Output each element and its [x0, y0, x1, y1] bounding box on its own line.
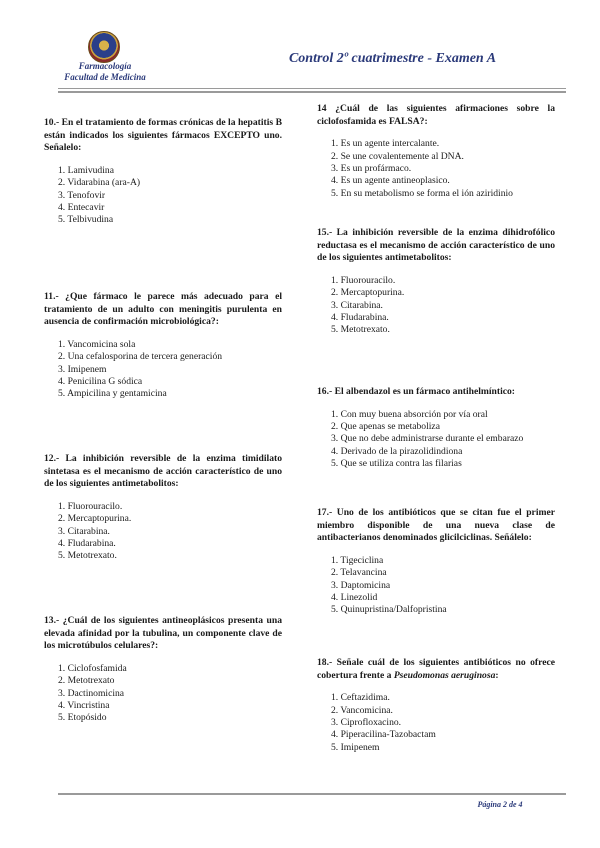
question-13: [44, 615, 282, 725]
header-divider: [58, 88, 566, 89]
options-list: [58, 165, 282, 227]
option[interactable]: 1. Ceftazidima.: [331, 692, 390, 704]
option[interactable]: 5. Imipenem: [331, 741, 380, 753]
question-16: [317, 386, 555, 471]
option[interactable]: 4. Entecavir: [58, 202, 105, 213]
option[interactable]: 3. Imipenem: [58, 363, 107, 375]
option[interactable]: 1. Fluorouracilo.: [58, 500, 123, 512]
option[interactable]: 2. Se une covalentemente al DNA.: [331, 150, 464, 162]
options-list: [58, 339, 282, 401]
option[interactable]: 4. Piperacilina-Tazobactam: [331, 729, 436, 741]
question-text: [317, 657, 555, 682]
option[interactable]: 2. Mercaptopurina.: [58, 513, 132, 525]
question-text: 11.- ¿Que fármaco le parece más adecuado para el tratamiento de un adulto con meningitis purulenta en ausencia de confirmación microbiológica?:: [44, 291, 282, 328]
option[interactable]: 1. Ciclofosfamida: [58, 662, 127, 674]
option[interactable]: 4. Linezolid: [331, 592, 378, 603]
department-label: [55, 61, 155, 83]
options-list: [331, 692, 555, 754]
option[interactable]: 5. Telbivudina: [58, 214, 114, 226]
option[interactable]: 2. Que apenas se metaboliza: [331, 421, 440, 432]
question-11: [44, 291, 282, 401]
option[interactable]: 4. Penicilina G sódica: [58, 376, 143, 387]
option[interactable]: 1. Lamivudina: [58, 164, 114, 176]
question-text: 14 ¿Cuál de las siguientes afirmaciones sobre la ciclofosfamida es FALSA?:: [317, 103, 555, 127]
option[interactable]: 3. Tenofovir: [58, 189, 106, 201]
question-18: [317, 657, 555, 754]
footer-divider: [58, 793, 566, 795]
options-list: [331, 409, 555, 471]
option[interactable]: 3. Citarabina.: [58, 525, 110, 537]
options-list: [331, 275, 555, 337]
option[interactable]: 4. Fludarabina.: [58, 538, 116, 549]
option[interactable]: 1. Con muy buena absorción por vía oral: [331, 408, 488, 420]
option[interactable]: 1. Fluorouracilo.: [331, 274, 396, 286]
option[interactable]: 5. Etopósido: [58, 712, 107, 724]
question-text: 12.- La inhibición reversible de la enzima timidilato sintetasa es el mecanismo de acción característico de uno de los siguientes antimetabolitos:: [44, 453, 282, 490]
department-name: Farmacología: [78, 61, 132, 71]
option[interactable]: 4. Fludarabina.: [331, 312, 389, 323]
option[interactable]: 3. Ciprofloxacino.: [331, 717, 402, 728]
option[interactable]: 1. Es un agente intercalante.: [331, 138, 440, 150]
option[interactable]: 5. Ampicilina y gentamicina: [58, 388, 167, 400]
option[interactable]: 5. Quinupristina/Dalfopristina: [331, 604, 447, 616]
option[interactable]: 2. Vidarabina (ara-A): [58, 177, 141, 189]
option[interactable]: 3. Daptomicina: [331, 579, 391, 591]
question-text-species: Pseudomonas aeruginosa: [393, 669, 496, 681]
option[interactable]: 5. Metotrexato.: [58, 550, 117, 562]
option[interactable]: 4. Vincristina: [58, 700, 110, 711]
header-divider-thick: [58, 91, 566, 93]
option[interactable]: 2. Vancomicina.: [331, 704, 393, 716]
question-14: [317, 103, 555, 200]
option[interactable]: 5. Que se utiliza contra las filarias: [331, 458, 462, 470]
option[interactable]: 2. Telavancina: [331, 567, 387, 579]
question-text: 10.- En el tratamiento de formas crónicas de la hepatitis B están indicados los siguientes fármacos EXCEPTO uno. Señalelo:: [44, 117, 282, 154]
option[interactable]: 3. Es un profármaco.: [331, 163, 412, 174]
question-text: 15.- La inhibición reversible de la enzima dihidrofólico reductasa es el mecanismo de acción característico de uno de los siguientes antimetabolitos:: [317, 227, 555, 264]
question-text: 13.- ¿Cuál de los siguientes antineoplásicos presenta una elevada afinidad por la tubulina, un componente clave de los microtúbulos celulares?:: [44, 615, 282, 652]
option[interactable]: 4. Es un agente antineoplasico.: [331, 175, 450, 187]
question-text: 16.- El albendazol es un fármaco antihelmíntico:: [317, 386, 515, 397]
page-number: Página 2 de 4: [477, 800, 523, 809]
question-17: [317, 507, 555, 617]
exam-title: Control 2º cuatrimestre - Examen A: [288, 51, 497, 66]
options-list: [58, 501, 282, 563]
page-header: [0, 0, 600, 100]
question-text: 17.- Uno de los antibióticos que se citan fue el primer miembro disponible de una nueva clase de antibacterianos denominados glicilciclinas. Señálelo:: [317, 507, 555, 544]
option[interactable]: 5. Metotrexato.: [331, 324, 390, 336]
option[interactable]: 1. Vancomicina sola: [58, 338, 136, 350]
question-text-start: 18.- Señale cuál de los siguientes antibióticos no ofrece cobertura frente a: [317, 657, 555, 681]
question-10: [44, 117, 282, 227]
faculty-name: Facultad de Medicina: [64, 72, 146, 82]
option[interactable]: 2. Una cefalosporina de tercera generación: [58, 351, 223, 363]
question-text-end: :: [495, 669, 499, 681]
option[interactable]: 4. Derivado de la pirazolidindiona: [331, 445, 463, 457]
options-list: [331, 138, 555, 200]
option[interactable]: 1. Tigeciclina: [331, 554, 384, 566]
options-list: [331, 555, 555, 617]
option[interactable]: 2. Metotrexato: [58, 675, 115, 687]
options-list: [58, 663, 282, 725]
university-seal-icon: [88, 31, 120, 63]
option[interactable]: 2. Mercaptopurina.: [331, 287, 405, 299]
option[interactable]: 3. Citarabina.: [331, 299, 383, 311]
option[interactable]: 3. Que no debe administrarse durante el embarazo: [331, 433, 524, 445]
option[interactable]: 3. Dactinomicina: [58, 687, 125, 699]
question-15: [317, 227, 555, 337]
question-12: [44, 453, 282, 563]
option[interactable]: 5. En su metabolismo se forma el ión aziridinio: [331, 187, 513, 199]
